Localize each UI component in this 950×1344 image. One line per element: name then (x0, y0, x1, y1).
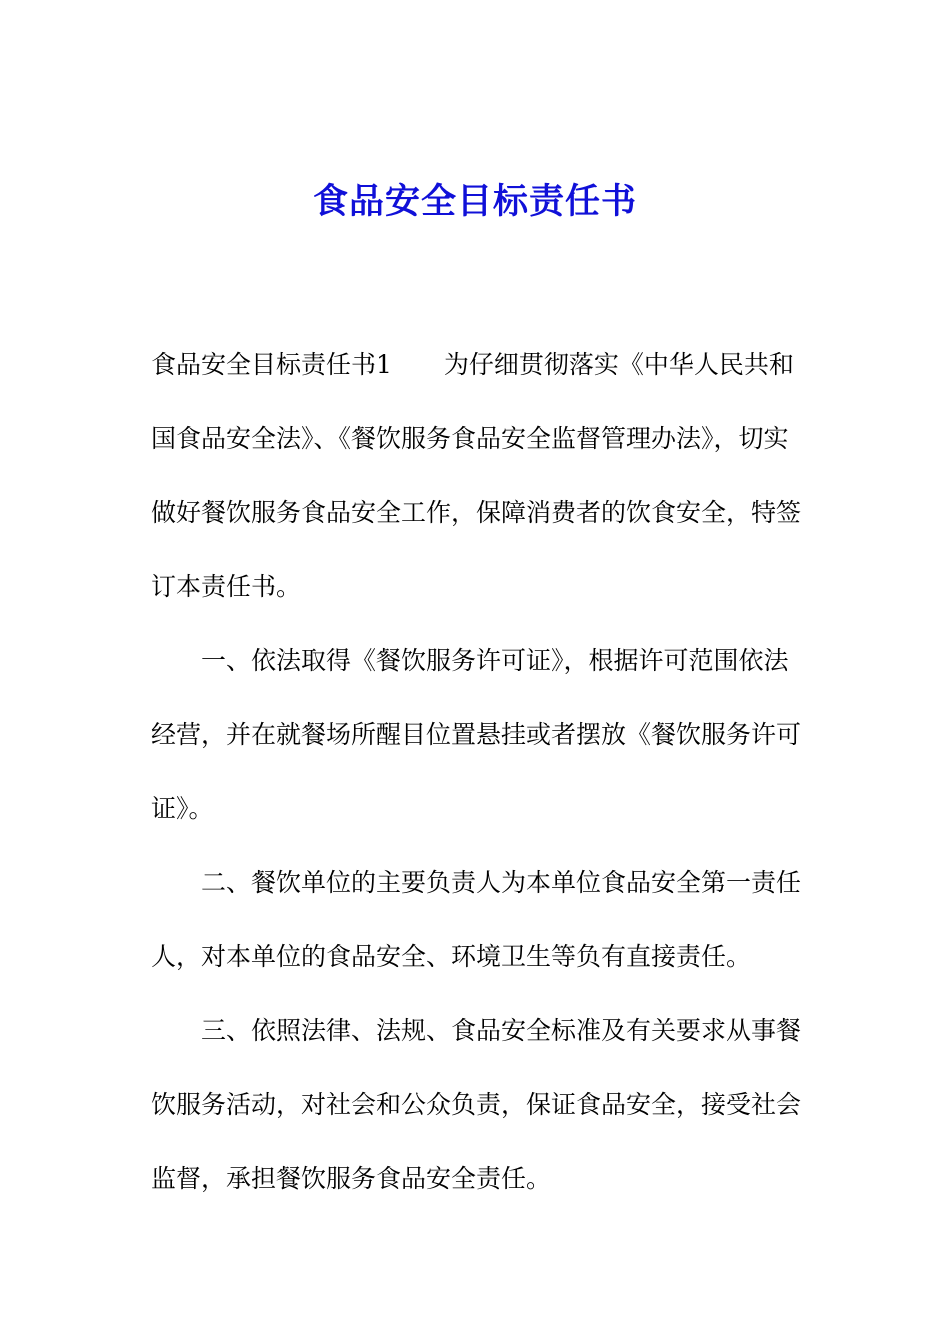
intro-text: 为仔细贯彻落实《中华人民共和国食品安全法》、《餐饮服务食品安全监督管理办法》，切实做好餐饮服务食品安全工作，保障消费者的饮食安全，特签订本责任书。 (151, 350, 802, 601)
paragraph-2: 二、餐饮单位的主要负责人为本单位食品安全第一责任人，对本单位的食品安全、环境卫生等负有直接责任。 (151, 868, 802, 971)
intro-heading: 食品安全目标责任书1 (151, 350, 392, 379)
paragraph-3: 三、依照法律、法规、食品安全标准及有关要求从事餐饮服务活动，对社会和公众负责，保证食品安全，接受社会监督，承担餐饮服务食品安全责任。 (151, 1016, 802, 1193)
document-title: 食品安全目标责任书 (312, 182, 637, 222)
document-body (151, 328, 811, 1216)
intro-paragraph (151, 328, 811, 624)
paragraph-1: 一、依法取得《餐饮服务许可证》，根据许可范围依法经营，并在就餐场所醒目位置悬挂或者摆放《餐饮服务许可证》。 (151, 646, 802, 823)
